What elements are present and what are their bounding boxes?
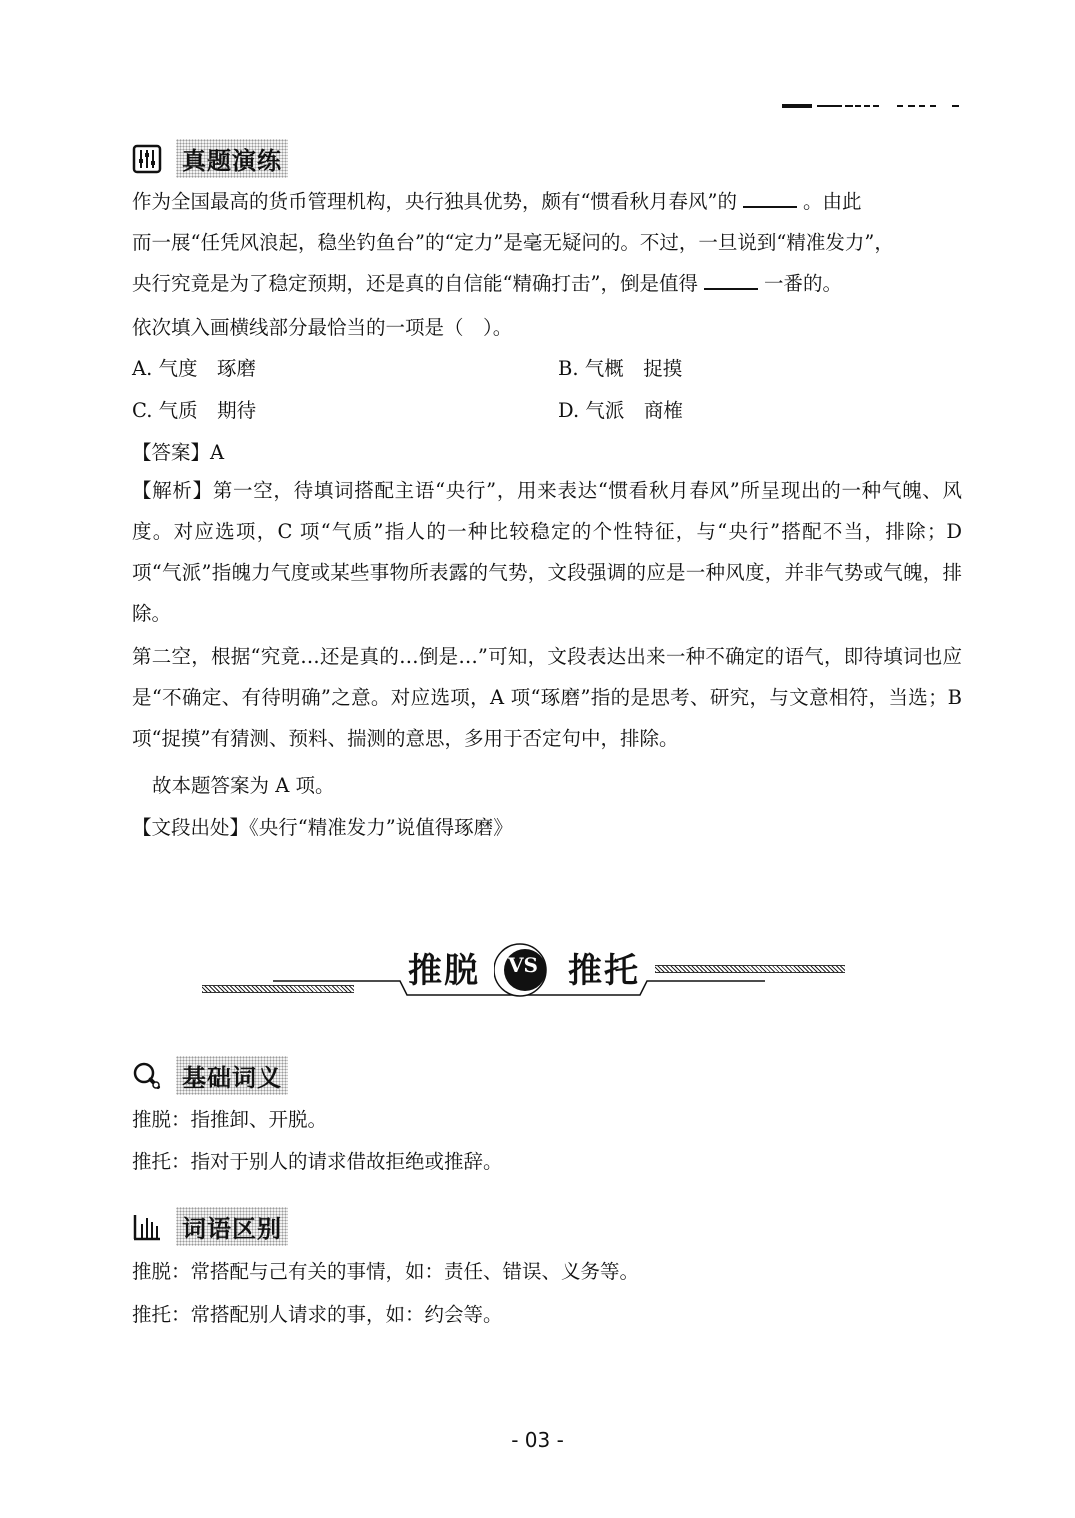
comparison-banner [200, 935, 850, 1005]
passage-text: 一番的。 [763, 272, 842, 295]
word-difference-title: 词语区别 [176, 1207, 288, 1246]
definition-tuituo-2: 推托：指对于别人的请求借故拒绝或推辞。 [132, 1150, 503, 1173]
option-a: A. 气度 琢磨 [132, 357, 256, 380]
word-difference-header [132, 1207, 288, 1246]
option-d: D. 气派 商榷 [558, 399, 683, 422]
analysis-paragraph-1: 【解析】第一空，待填词搭配主语“央行”，用来表达“惯看秋月春风”所呈现出的一种气魄、风度。对应选项，C 项“气质”指人的一种比较稳定的个性特征，与“央行”搭配不当，排除；D 项“气派”指魄力气度或某些事物所表露的气势，文段强调的应是一种风度，并非气势或气魄，排除。 [132, 479, 962, 625]
basic-meaning-header [132, 1056, 288, 1095]
blank-1 [743, 190, 797, 208]
definition-tuituo-1: 推脱：指推卸、开脱。 [132, 1108, 328, 1131]
answer: 【答案】A [132, 441, 225, 464]
conclusion: 故本题答案为 A 项。 [152, 774, 335, 797]
question-stem: 依次填入画横线部分最恰当的一项是（ ）。 [132, 316, 513, 339]
header-decorative-rule [782, 104, 962, 110]
vs-label: VS [508, 953, 538, 977]
basic-meaning-title: 基础词义 [176, 1056, 288, 1095]
passage-text: 央行究竟是为了稳定预期，还是真的自信能“精确打击”，倒是值得 [132, 272, 698, 295]
equalizer-icon [132, 144, 162, 174]
difference-tuituo-1: 推脱：常搭配与己有关的事情，如：责任、错误、义务等。 [132, 1260, 640, 1283]
blank-2 [704, 272, 758, 290]
passage-line-2: 而一展“任凭风浪起，稳坐钓鱼台”的“定力”是毫无疑问的。不过，一旦说到“精准发力”， [132, 231, 894, 254]
magnifier-icon [132, 1061, 162, 1091]
passage-text: 作为全国最高的货币管理机构，央行独具优势，颇有“惯看秋月春风”的 [132, 190, 737, 213]
right-word: 推托 [568, 951, 640, 991]
analysis-paragraph-2: 第二空，根据“究竟…还是真的…倒是…”可知，文段表达出来一种不确定的语气，即待填词也应是“不确定、有待明确”之意。对应选项，A 项“琢磨”指的是思考、研究，与文意相符，当选；B 项“捉摸”有猜测、预料、揣测的意思，多用于否定句中，排除。 [132, 645, 962, 750]
practice-section-title: 真题演练 [176, 139, 288, 178]
option-c: C. 气质 期待 [132, 399, 257, 422]
option-b: B. 气概 捉摸 [558, 357, 683, 380]
passage-line-3 [132, 268, 842, 296]
passage-text: 。由此 [802, 190, 862, 213]
practice-section-header [132, 139, 288, 178]
passage-source: 【文段出处】《央行“精准发力”说值得琢磨》 [132, 816, 513, 839]
banner-hatch-right [655, 965, 845, 973]
difference-tuituo-2: 推托：常搭配别人请求的事，如：约会等。 [132, 1303, 503, 1326]
passage-line-1 [132, 186, 861, 214]
page-number: - 03 - [511, 1428, 564, 1452]
left-word: 推脱 [408, 951, 480, 991]
bar-chart-icon [132, 1212, 162, 1242]
